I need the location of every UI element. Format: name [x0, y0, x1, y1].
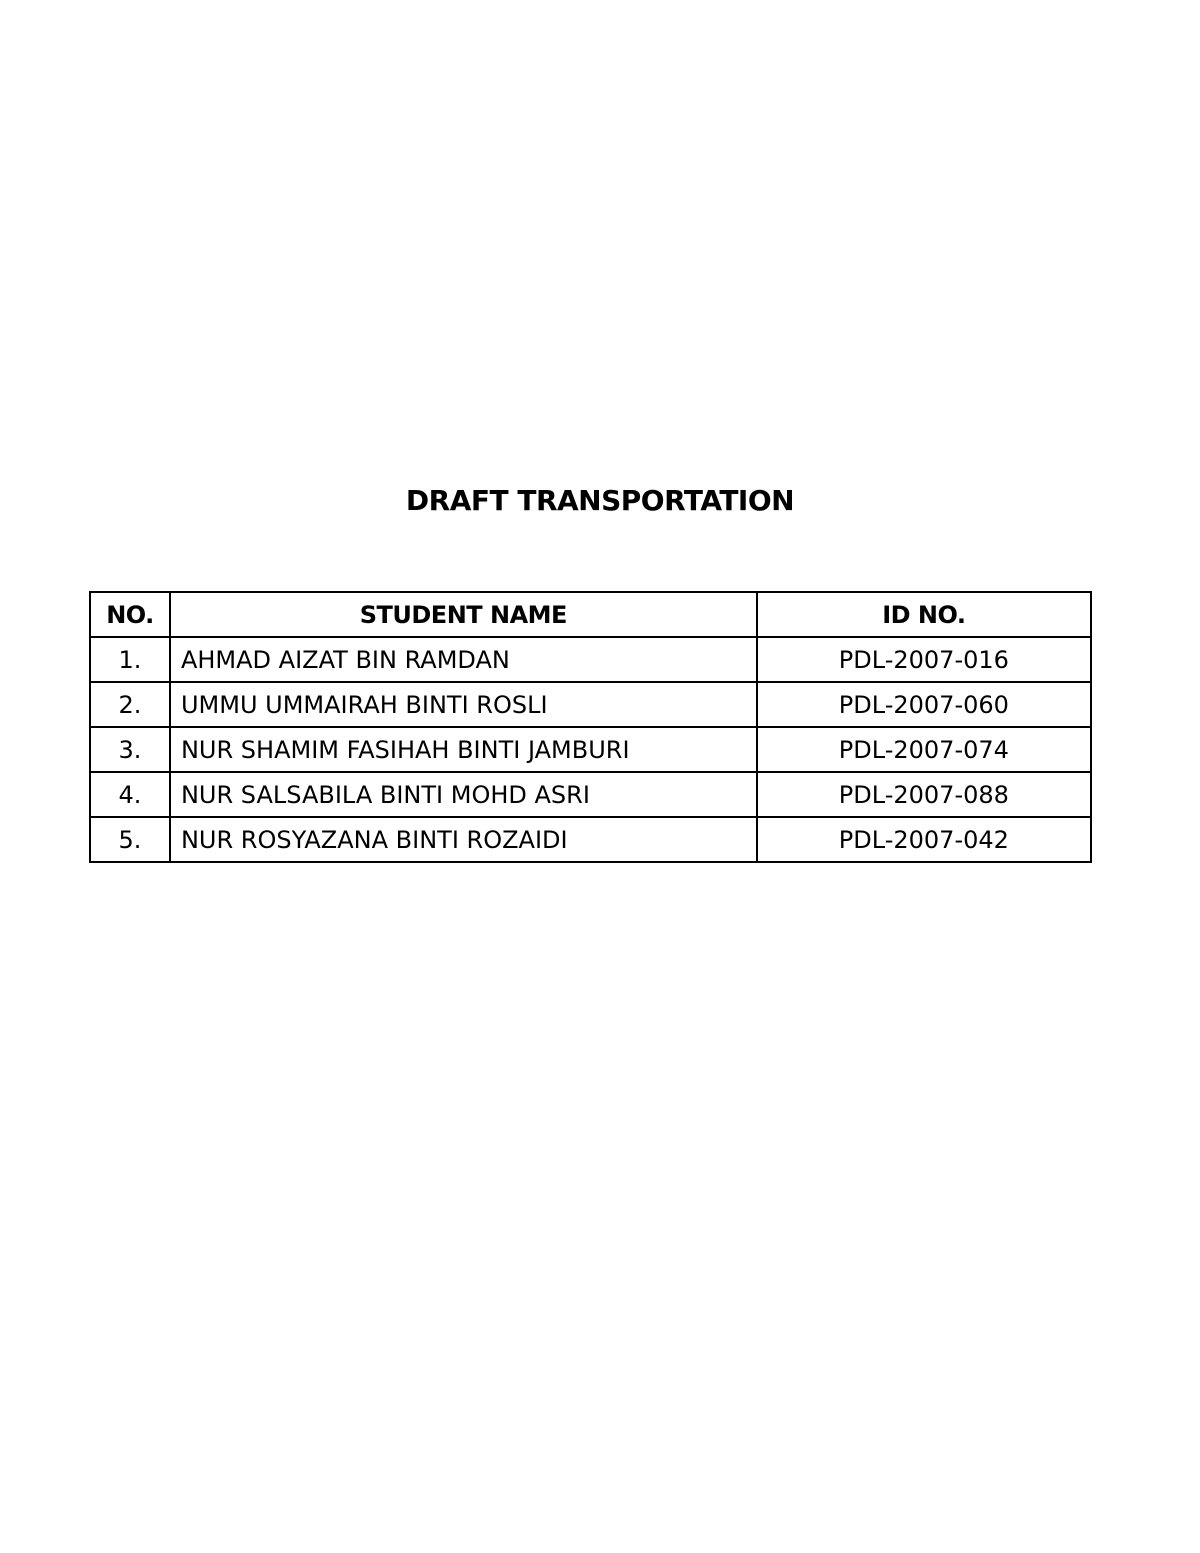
student-id: PDL-2007-088	[757, 772, 1091, 817]
row-number: 5.	[90, 817, 170, 862]
table-row	[90, 817, 1091, 862]
student-id: PDL-2007-074	[757, 727, 1091, 772]
student-id: PDL-2007-060	[757, 682, 1091, 727]
header-student-name: STUDENT NAME	[170, 592, 757, 637]
student-name: AHMAD AIZAT BIN RAMDAN	[170, 637, 757, 682]
page-title: DRAFT TRANSPORTATION	[405, 484, 795, 517]
row-number: 3.	[90, 727, 170, 772]
student-table	[89, 591, 1092, 863]
student-id: PDL-2007-016	[757, 637, 1091, 682]
table-header-row	[90, 592, 1091, 637]
row-number: 1.	[90, 637, 170, 682]
table-row	[90, 637, 1091, 682]
student-name: NUR ROSYAZANA BINTI ROZAIDI	[170, 817, 757, 862]
student-name: UMMU UMMAIRAH BINTI ROSLI	[170, 682, 757, 727]
student-name: NUR SHAMIM FASIHAH BINTI JAMBURI	[170, 727, 757, 772]
table-row	[90, 682, 1091, 727]
row-number: 4.	[90, 772, 170, 817]
table-row	[90, 772, 1091, 817]
student-name: NUR SALSABILA BINTI MOHD ASRI	[170, 772, 757, 817]
table-row	[90, 727, 1091, 772]
header-id-no: ID NO.	[757, 592, 1091, 637]
header-no: NO.	[90, 592, 170, 637]
student-id: PDL-2007-042	[757, 817, 1091, 862]
row-number: 2.	[90, 682, 170, 727]
